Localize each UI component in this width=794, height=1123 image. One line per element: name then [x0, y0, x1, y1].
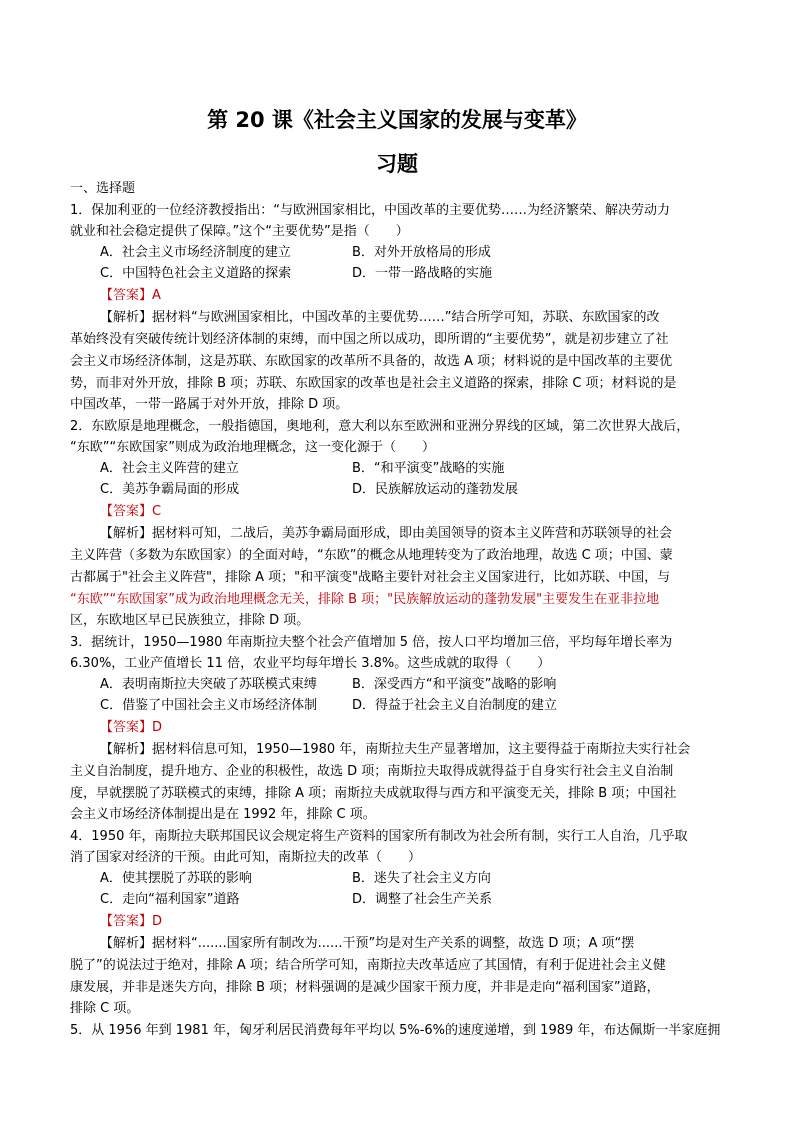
question-2-stem-line-2: “东欧”“东欧国家”则成为政治地理概念，这一变化源于（ ） — [70, 440, 435, 455]
question-4-option-d: D．调整了社会生产关系 — [352, 892, 493, 907]
question-3-explanation-line-3: 度，早就摆脱了苏联模式的束缚，排除 A 项；南斯拉夫成就取得与西方和平演变无关，排除 B 项；中国社 — [70, 786, 677, 801]
question-2-option-b: B．“和平演变”战略的实施 — [352, 461, 505, 476]
question-2-explanation-line-3: 古都属于"社会主义阵营"，排除 A 项；"和平演变"战略主要针对社会主义国家进行，比如苏联、中国，与 — [70, 570, 671, 585]
question-2-explanation-line-5: 区，东欧地区早已民族独立，排除 D 项。 — [70, 613, 310, 628]
question-4-explanation-line-2: 脱了”的说法过于绝对，排除 A 项；结合所学可知，南斯拉夫改革适应了其国情，有利于促进社会主义健 — [70, 958, 666, 973]
question-4-option-a: A．使其摆脱了苏联的影响 — [100, 871, 252, 886]
question-3-stem-line-2: 6.30%，工业产值增长 11 倍，农业平均每年增长 3.8%。这些成就的取得（ ） — [70, 656, 551, 671]
question-4-option-b: B．迷失了社会主义方向 — [352, 871, 491, 886]
question-1-answer: 【答案】A — [100, 288, 161, 303]
question-1-explanation-line-5: 中国改革，一带一路属于对外开放，排除 D 项。 — [70, 397, 349, 412]
question-1-explanation-line-1: 【解析】据材料“与欧洲国家相比，中国改革的主要优势……”结合所学可知，苏联、东欧国家的改 — [100, 310, 660, 325]
question-3-option-d: D．得益于社会主义自治制度的建立 — [352, 698, 558, 713]
question-1-option-b: B．对外开放格局的形成 — [352, 245, 491, 260]
question-2-explanation-line-4: “东欧”“东欧国家”成为政治地理概念无关，排除 B 项；"民族解放运动的蓬勃发展"主要发生在亚非拉地 — [70, 592, 660, 607]
question-2-option-c: C．美苏争霸局面的形成 — [100, 482, 240, 497]
question-1-option-d: D．一带一路战略的实施 — [352, 266, 493, 281]
question-4-explanation-line-1: 【解析】据材料“.......国家所有制改为......干预”均是对生产关系的调整，故选 D 项；A 项“摆 — [100, 936, 635, 951]
question-3-explanation-line-1: 【解析】据材料信息可知，1950—1980 年，南斯拉夫生产显著增加，这主要得益于南斯拉夫实行社会 — [100, 742, 691, 757]
question-3-option-a: A．表明南斯拉夫突破了苏联模式束缚 — [100, 677, 317, 692]
question-4-answer: 【答案】D — [100, 914, 163, 929]
question-2-explanation-line-1: 【解析】据材料可知，二战后，美苏争霸局面形成，即由美国领导的资本主义阵营和苏联领导的社会 — [100, 526, 673, 541]
question-2-answer: 【答案】C — [100, 504, 162, 519]
question-1-explanation-line-3: 会主义市场经济体制，这是苏联、东欧国家的改革所不具备的，故选 A 项；材料说的是中国改革的主要优 — [70, 354, 673, 369]
document-title: 第 20 课《社会主义国家的发展与变革》 — [207, 108, 587, 132]
question-5-stem-line-1: 5．从 1956 年到 1981 年，匈牙利居民消费每年平均以 5%-6%的速度递增，到 1989 年，布达佩斯一半家庭拥 — [70, 1023, 721, 1038]
question-1-option-a: A．社会主义市场经济制度的建立 — [100, 245, 291, 260]
question-3-explanation-line-4: 会主义市场经济体制提出是在 1992 年，排除 C 项。 — [70, 807, 376, 822]
question-2-option-d: D．民族解放运动的蓬勃发展 — [352, 482, 519, 497]
question-1-explanation-line-4: 势，而非对外开放，排除 B 项；苏联、东欧国家的改革也是社会主义道路的探索，排除 C 项；材料说的是 — [70, 376, 677, 391]
question-4-stem-line-2: 消了国家对经济的干预。由此可知，南斯拉夫的改革（ ） — [70, 850, 422, 865]
question-1-explanation-line-2: 革始终没有突破传统计划经济体制的束缚，而中国之所以成功，即所谓的“主要优势”，就是初步建立了社 — [70, 332, 669, 347]
question-4-stem-line-1: 4．1950 年，南斯拉夫联邦国民议会规定将生产资料的国家所有制改为社会所有制，实行工人自治，几乎取 — [70, 829, 688, 844]
question-4-option-c: C．走向“福利国家”道路 — [100, 892, 240, 907]
question-3-answer: 【答案】D — [100, 720, 163, 735]
question-1-option-c: C．中国特色社会主义道路的探索 — [100, 266, 292, 281]
question-4-explanation-line-4: 排除 C 项。 — [70, 1001, 140, 1016]
question-3-option-c: C．借鉴了中国社会主义市场经济体制 — [100, 698, 318, 713]
question-3-explanation-line-2: 主义自治制度，提升地方、企业的积极性，故选 D 项；南斯拉夫取得成就得益于自身实行社会主义自治制 — [70, 764, 674, 779]
document-subtitle: 习题 — [376, 152, 418, 176]
section-heading: 一、选择题 — [70, 181, 136, 196]
question-2-stem-line-1: 2．东欧原是地理概念，一般指德国，奥地利，意大利以东至欧洲和亚洲分界线的区域，第二次世界大战后， — [70, 419, 690, 434]
question-3-stem-line-1: 3．据统计，1950—1980 年南斯拉夫整个社会产值增加 5 倍，按人口平均增加三倍，平均每年增长率为 — [70, 635, 673, 650]
question-1-stem-line-1: 1．保加利亚的一位经济教授指出：“与欧洲国家相比，中国改革的主要优势……为经济繁荣、解决劳动力 — [70, 203, 671, 218]
question-2-option-a: A．社会主义阵营的建立 — [100, 461, 239, 476]
question-1-stem-line-2: 就业和社会稳定提供了保障。”这个“主要优势”是指（ ） — [70, 224, 409, 239]
question-3-option-b: B．深受西方“和平演变”战略的影响 — [352, 677, 557, 692]
question-4-explanation-line-3: 康发展，并非是迷失方向，排除 B 项；材料强调的是减少国家干预力度，并非是走向“福利国家”道路， — [70, 980, 660, 995]
question-2-explanation-line-2: 主义阵营（多数为东欧国家）的全面对峙，“东欧”的概念从地理转变为了政治地理，故选 C 项；中国、蒙 — [70, 548, 673, 563]
